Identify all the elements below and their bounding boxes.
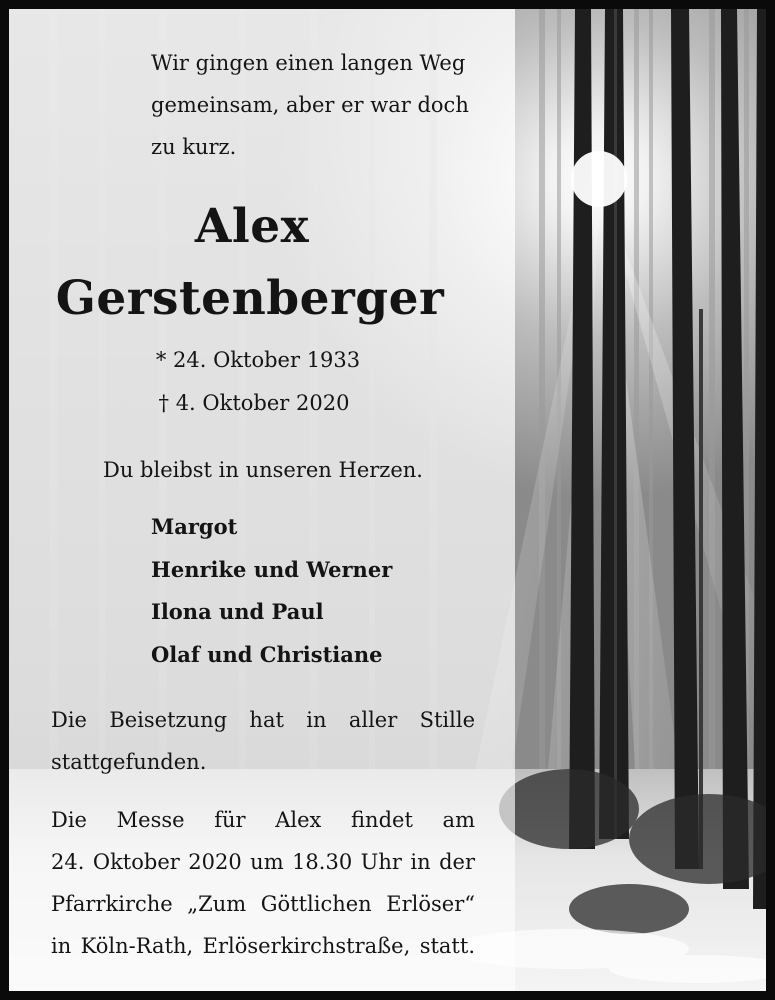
birth-date: * 24. Oktober 1933 [155,348,361,372]
mourner-name: Henrike und Werner [151,556,393,582]
mass-notice-line: Pfarrkirche „Zum Göttlichen Erlöser“ [51,892,475,916]
mourner-name: Olaf und Christiane [151,641,383,667]
mourner-name: Margot [151,514,238,539]
motto: Du bleibst in unseren Herzen. [103,458,423,482]
verse-line: zu kurz. [151,135,237,159]
mourners-list [151,506,392,676]
death-date: † 4. Oktober 2020 [158,391,350,415]
mass-notice-line: 24. Oktober 2020 um 18.30 Uhr in der [51,850,475,874]
obituary-text [9,9,515,991]
mass-notice [51,799,475,967]
mourner-name: Ilona und Paul [151,599,324,624]
deceased-first-name: Alex [194,199,310,254]
deceased-last-name: Gerstenberger [55,271,445,326]
mass-notice-line: Die Messe für Alex findet am [51,808,475,832]
burial-notice-line: Die Beisetzung hat in aller Stille [51,708,475,732]
verse-line: Wir gingen einen langen Weg [151,51,466,75]
verse-line: gemeinsam, aber er war doch [151,93,469,117]
burial-notice-line: stattgefunden. [51,750,207,774]
burial-notice [51,699,475,783]
mass-notice-line: in Köln-Rath, Erlöserkirchstraße, statt. [51,934,475,958]
verse [151,42,491,168]
